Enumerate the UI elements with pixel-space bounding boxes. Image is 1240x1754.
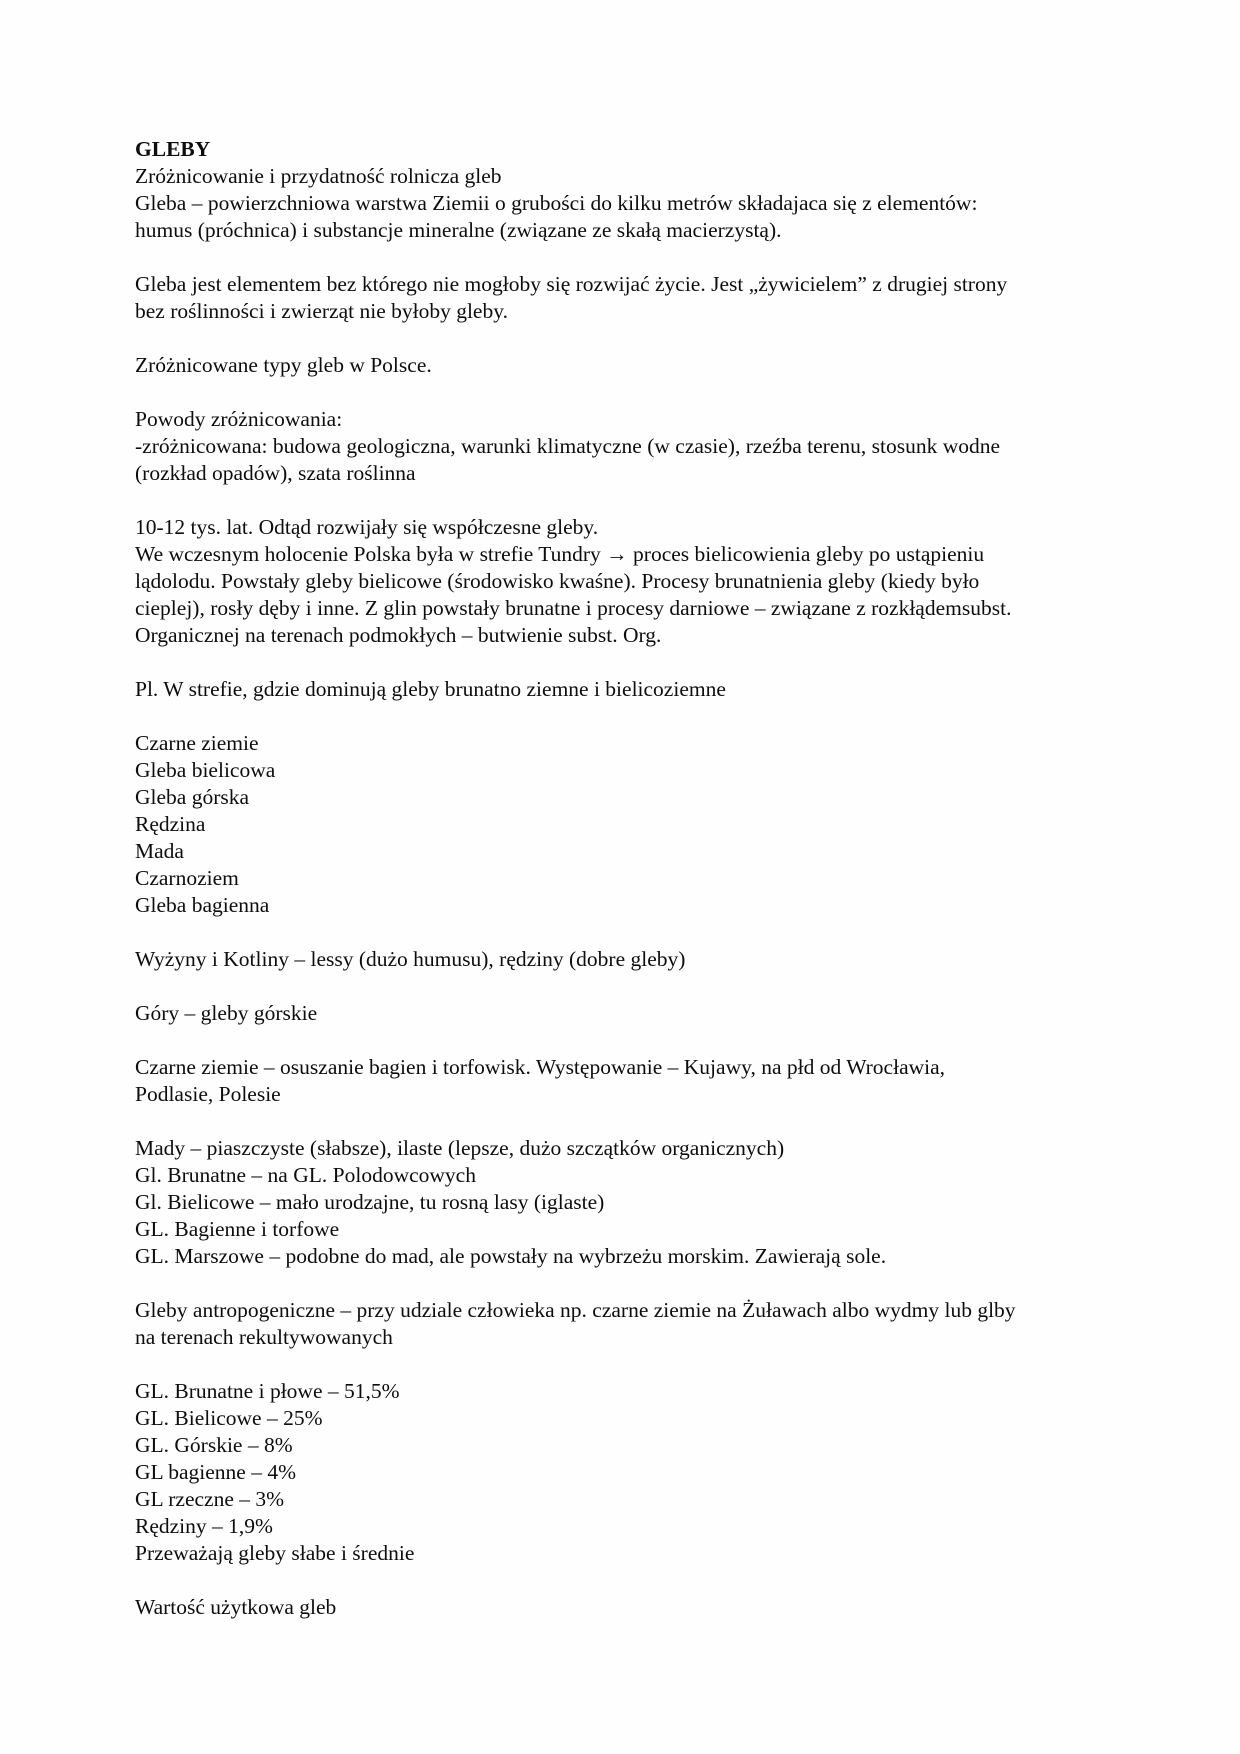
text-line: Podlasie, Polesie bbox=[135, 1082, 281, 1106]
paragraph-wyzyny bbox=[135, 946, 1120, 973]
text-line: GL. Bielicowe – 25% bbox=[135, 1406, 323, 1430]
heading-and-intro bbox=[135, 136, 1120, 244]
paragraph-wartosc bbox=[135, 1594, 1120, 1621]
text-line: Przeważają gleby słabe i średnie bbox=[135, 1541, 415, 1565]
text-line: Gleba górska bbox=[135, 785, 250, 809]
text-line: Zróżnicowane typy gleb w Polsce. bbox=[135, 353, 432, 377]
text-line: Zróżnicowanie i przydatność rolnicza gleb bbox=[135, 164, 502, 188]
text-line: Czarne ziemie bbox=[135, 731, 259, 755]
text-line: Góry – gleby górskie bbox=[135, 1001, 318, 1025]
text-line: Gl. Bielicowe – mało urodzajne, tu rosną lasy (iglaste) bbox=[135, 1190, 605, 1214]
text-line: GL. Marszowe – podobne do mad, ale powstały na wybrzeżu morskim. Zawierają sole. bbox=[135, 1244, 887, 1268]
text-line: Rędzina bbox=[135, 812, 206, 836]
text-line: cieplej), rosły dęby i inne. Z glin powstały brunatne i procesy darniowe – związane z rozkłądemsubst. bbox=[135, 596, 1012, 620]
text-line: Gleba – powierzchniowa warstwa Ziemii o grubości do kilku metrów składajaca się z elementów: bbox=[135, 191, 978, 215]
text-line: humus (próchnica) i substancje mineralne (związane ze skałą macierzystą). bbox=[135, 218, 782, 242]
text-line: Czarnoziem bbox=[135, 866, 239, 890]
text-line: Wartość użytkowa gleb bbox=[135, 1595, 337, 1619]
document-content bbox=[135, 136, 1120, 1648]
list-procenty bbox=[135, 1378, 1120, 1567]
paragraph-typy-gleb bbox=[135, 352, 1120, 379]
text-line: bez roślinności i zwierząt nie byłoby gleby. bbox=[135, 299, 508, 323]
text-line: GL. Bagienne i torfowe bbox=[135, 1217, 340, 1241]
text-line: Mady – piaszczyste (słabsze), ilaste (lepsze, dużo szczątków organicznych) bbox=[135, 1136, 785, 1160]
paragraph-antropogeniczne bbox=[135, 1297, 1120, 1351]
list-typy-gleb bbox=[135, 730, 1120, 919]
text-line: Gleba jest elementem bez którego nie mogłoby się rozwijać życie. Jest „żywicielem” z drugiej strony bbox=[135, 272, 1008, 296]
text-line: We wczesnym holocenie Polska była w strefie Tundry → proces bielicowienia gleby po ustąpieniu bbox=[135, 542, 985, 566]
paragraph-holocen bbox=[135, 514, 1120, 649]
paragraph-czarne-ziemie bbox=[135, 1054, 1120, 1108]
text-line: Gleby antropogeniczne – przy udziale człowieka np. czarne ziemie na Żuławach albo wydmy lub glby bbox=[135, 1298, 1016, 1322]
document-title: GLEBY bbox=[135, 137, 211, 161]
text-line: Powody zróżnicowania: bbox=[135, 407, 343, 431]
paragraph-powody bbox=[135, 406, 1120, 487]
text-line: Gleba bagienna bbox=[135, 893, 270, 917]
paragraph-mady bbox=[135, 1135, 1120, 1270]
text-line: Gl. Brunatne – na GL. Polodowcowych bbox=[135, 1163, 476, 1187]
text-line: 10-12 tys. lat. Odtąd rozwijały się współczesne gleby. bbox=[135, 515, 599, 539]
text-line: Gleba bielicowa bbox=[135, 758, 276, 782]
text-line: Mada bbox=[135, 839, 184, 863]
text-line: lądolodu. Powstały gleby bielicowe (środowisko kwaśne). Procesy brunatnienia gleby (kiedy było bbox=[135, 569, 980, 593]
text-line: GL rzeczne – 3% bbox=[135, 1487, 285, 1511]
text-line: Wyżyny i Kotliny – lessy (dużo humusu), rędziny (dobre gleby) bbox=[135, 947, 686, 971]
text-line: -zróżnicowana: budowa geologiczna, warunki klimatyczne (w czasie), rzeźba terenu, stosunk wodne bbox=[135, 434, 1001, 458]
text-line: Pl. W strefie, gdzie dominują gleby brunatno ziemne i bielicoziemne bbox=[135, 677, 726, 701]
text-line: (rozkład opadów), szata roślinna bbox=[135, 461, 416, 485]
text-line: Czarne ziemie – osuszanie bagien i torfowisk. Występowanie – Kujawy, na płd od Wrocławia, bbox=[135, 1055, 946, 1079]
text-line: GL. Górskie – 8% bbox=[135, 1433, 293, 1457]
paragraph-strefa bbox=[135, 676, 1120, 703]
text-line: Rędziny – 1,9% bbox=[135, 1514, 273, 1538]
text-line: GL. Brunatne i płowe – 51,5% bbox=[135, 1379, 400, 1403]
text-line: GL bagienne – 4% bbox=[135, 1460, 296, 1484]
text-line: na terenach rekultywowanych bbox=[135, 1325, 393, 1349]
text-line: Organicznej na terenach podmokłych – butwienie subst. Org. bbox=[135, 623, 662, 647]
paragraph-gory bbox=[135, 1000, 1120, 1027]
paragraph-gleba-element bbox=[135, 271, 1120, 325]
